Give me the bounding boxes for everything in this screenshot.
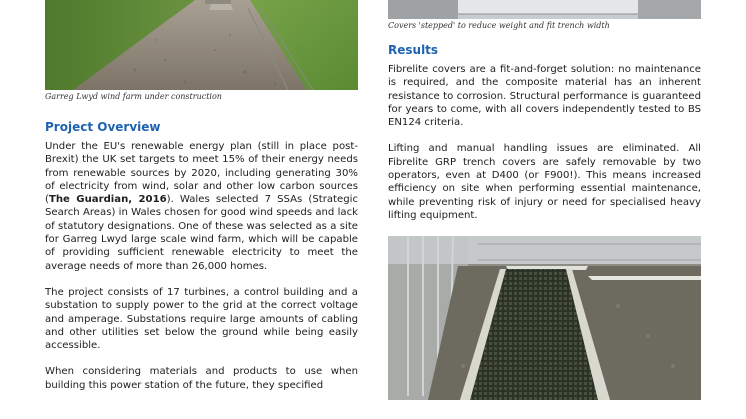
trench-cover-caption: Covers 'stepped' to reduce weight and fit trench width [388,21,610,30]
results-paragraph-1: Fibrelite covers are a fit-and-forget solution: no maintenance is required, and the composite material has an inherent resistance to corrosion. Structural performance is guaranteed for years to come, with all covers independently tested to BS EN124 criteria. [388,64,701,129]
stepped-covers-illustration [388,0,701,19]
results-paragraph-2: Lifting and manual handling issues are eliminated. All Fibrelite GRP trench covers are safely removable by two operators, even at D400 (or F900!). This means increased efficiency on site when performing essential maintenance, while preventing risk of injury or need for specialised heavy lifting equipment. [388,143,701,221]
wind-farm-photo-caption: Garreg Lwyd wind farm under construction [45,92,222,101]
overview-paragraph-3: When considering materials and products to use when building this power station of the future, they specified [45,366,358,391]
project-overview-heading: Project Overview [45,120,161,134]
results-heading: Results [388,43,439,57]
overview-paragraph-2: The project consists of 17 turbines, a control building and a substation to supply power to the grid at the correct voltage and amperage. Substations require large amounts of cabling and other utilities set below the ground while being easily accessible. [45,286,358,352]
wind-farm-photo [45,0,358,90]
wind-farm-illustration [45,0,358,90]
trench-cover-photo [388,0,701,19]
trench-covers-illustration [388,236,701,400]
right-column [388,0,701,400]
trench-installation-photo [388,236,701,400]
overview-paragraph-1: Under the EU's renewable energy plan (still in place post-Brexit) the UK set targets to meet 15% of their energy needs from renewable sources by 2020, including generating 30% of electricity from wind, solar and other low carbon sources (The Guardian, 2016). Wales selected 7 SSAs (Strategic Search Areas) in Wales chosen for good wind speeds and lack of statutory designations. One of these was selected as a site for Garreg Lwyd large scale wind farm, which will be capable of providing sufficient renewable electricity to meet the average needs of more than 26,000 homes. [45,141,358,272]
left-column [45,0,358,392]
source-citation: The Guardian, 2016 [48,194,167,206]
